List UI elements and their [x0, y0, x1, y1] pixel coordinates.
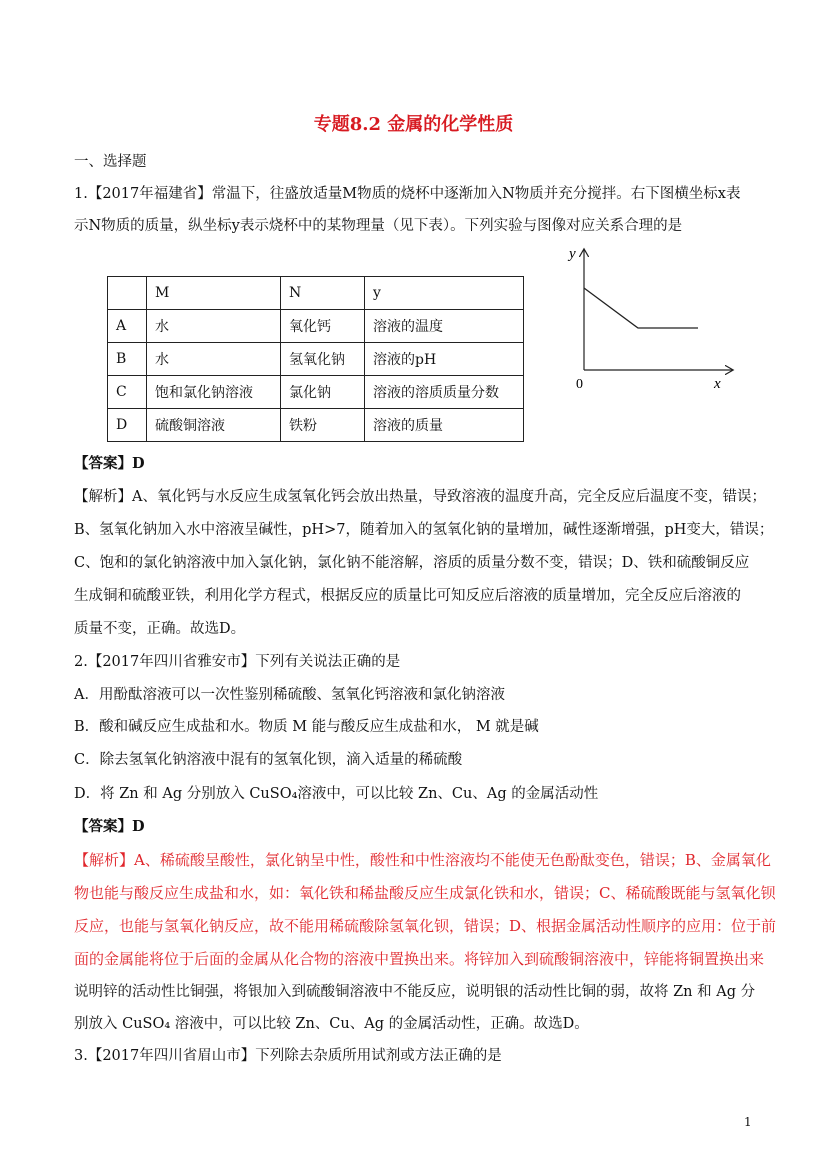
graph-line — [584, 288, 698, 328]
q2-option-c: C．除去氢氧化钠溶液中混有的氢氧化钡，滴入适量的稀硫酸 — [74, 752, 463, 768]
q2-analysis-red-line: 物也能与酸反应生成盐和水，如：氧化铁和稀盐酸反应生成氯化铁和水，错误；C、稀硫酸既能与氢氧化钡 — [74, 884, 776, 902]
table-cell: M — [147, 277, 281, 310]
table-cell: 氯化钠 — [281, 376, 365, 409]
table-row — [108, 343, 524, 376]
table-cell: C — [108, 376, 147, 409]
q2-option-d: D．将 Zn 和 Ag 分别放入 CuSO₄溶液中，可以比较 Zn、Cu、Ag 的金属活动性 — [74, 786, 599, 802]
page-number: 1 — [744, 1115, 752, 1129]
table-row — [108, 409, 524, 442]
table-row — [108, 376, 524, 409]
table-cell: 溶液的pH — [365, 343, 524, 376]
table-cell: y — [365, 277, 524, 310]
table-cell: 硫酸铜溶液 — [147, 409, 281, 442]
q2-analysis-line: 说明锌的活动性比铜强，将银加入到硫酸铜溶液中不能反应，说明银的活动性比铜的弱，故将 Zn 和 Ag 分 — [74, 984, 756, 1000]
q1-answer: 【答案】D — [74, 455, 145, 472]
table-cell: D — [108, 409, 147, 442]
table-cell: 饱和氯化钠溶液 — [147, 376, 281, 409]
q1-table — [107, 276, 524, 442]
q2-analysis-red-line: 【解析】A、稀硫酸呈酸性，氯化钠呈中性，酸性和中性溶液均不能使无色酚酞变色，错误；B、金属氧化 — [74, 851, 771, 869]
table-cell — [108, 277, 147, 310]
table-cell: 水 — [147, 310, 281, 343]
q1-analysis-line: 【解析】A、氧化钙与水反应生成氢氧化钙会放出热量，导致溶液的温度升高，完全反应后温度不变，错误； — [74, 489, 766, 505]
q3-stem: 3.【2017年四川省眉山市】下列除去杂质所用试剂或方法正确的是 — [74, 1048, 502, 1064]
q1-analysis-line: B、氢氧化钠加入水中溶液呈碱性，pH>7，随着加入的氢氧化钠的量增加，碱性逐渐增强，pH变大，错误； — [74, 522, 774, 538]
table-cell: 溶液的溶质质量分数 — [365, 376, 524, 409]
q2-analysis-line: 别放入 CuSO₄ 溶液中，可以比较 Zn、Cu、Ag 的金属活动性，正确。故选D。 — [74, 1016, 589, 1032]
table-cell: N — [281, 277, 365, 310]
table-cell: 铁粉 — [281, 409, 365, 442]
table-cell: 溶液的质量 — [365, 409, 524, 442]
section-heading: 一、选择题 — [74, 154, 147, 170]
table-cell: B — [108, 343, 147, 376]
y-axis-label: y — [569, 246, 576, 262]
table-cell: A — [108, 310, 147, 343]
q2-option-b: B．酸和碱反应生成盐和水。物质 M 能与酸反应生成盐和水， M 就是碱 — [74, 719, 539, 735]
q1-graph — [560, 238, 740, 393]
table-row — [108, 277, 524, 310]
q1-analysis-line: 生成铜和硫酸亚铁，利用化学方程式，根据反应的质量比可知反应后溶液的质量增加，完全反应后溶液的 — [74, 588, 741, 604]
table-cell: 氧化钙 — [281, 310, 365, 343]
table-cell: 水 — [147, 343, 281, 376]
q1-analysis-line: C、饱和的氯化钠溶液中加入氯化钠，氯化钠不能溶解，溶质的质量分数不变，错误；D、铁和硫酸铜反应 — [74, 555, 750, 571]
q2-stem: 2.【2017年四川省雅安市】下列有关说法正确的是 — [74, 654, 401, 670]
page-title: 专题8.2 金属的化学性质 — [313, 114, 514, 135]
table-cell: 氢氧化钠 — [281, 343, 365, 376]
q2-analysis-red-line: 面的金属能将位于后面的金属从化合物的溶液中置换出来。将锌加入到硫酸铜溶液中，锌能将铜置换出来 — [74, 950, 765, 968]
q1-stem-line1: 1.【2017年福建省】常温下，往盛放适量M物质的烧杯中逐渐加入N物质并充分搅拌。右下图横坐标x表 — [74, 186, 741, 202]
origin-label: 0 — [576, 377, 583, 392]
q1-stem-line2: 示N物质的质量，纵坐标y表示烧杯中的某物理量（见下表）。下列实验与图像对应关系合理的是 — [74, 218, 683, 234]
q2-analysis-red-line: 反应，也能与氢氧化钠反应，故不能用稀硫酸除氢氧化钡，错误；D、根据金属活动性顺序的应用：位于前 — [74, 917, 777, 935]
q2-option-a: A．用酚酞溶液可以一次性鉴别稀硫酸、氢氧化钙溶液和氯化钠溶液 — [74, 687, 505, 703]
x-axis-label: x — [714, 376, 721, 392]
q2-answer: 【答案】D — [74, 818, 145, 835]
q1-analysis-line: 质量不变，正确。故选D。 — [74, 621, 246, 637]
table-row — [108, 310, 524, 343]
table-cell: 溶液的温度 — [365, 310, 524, 343]
